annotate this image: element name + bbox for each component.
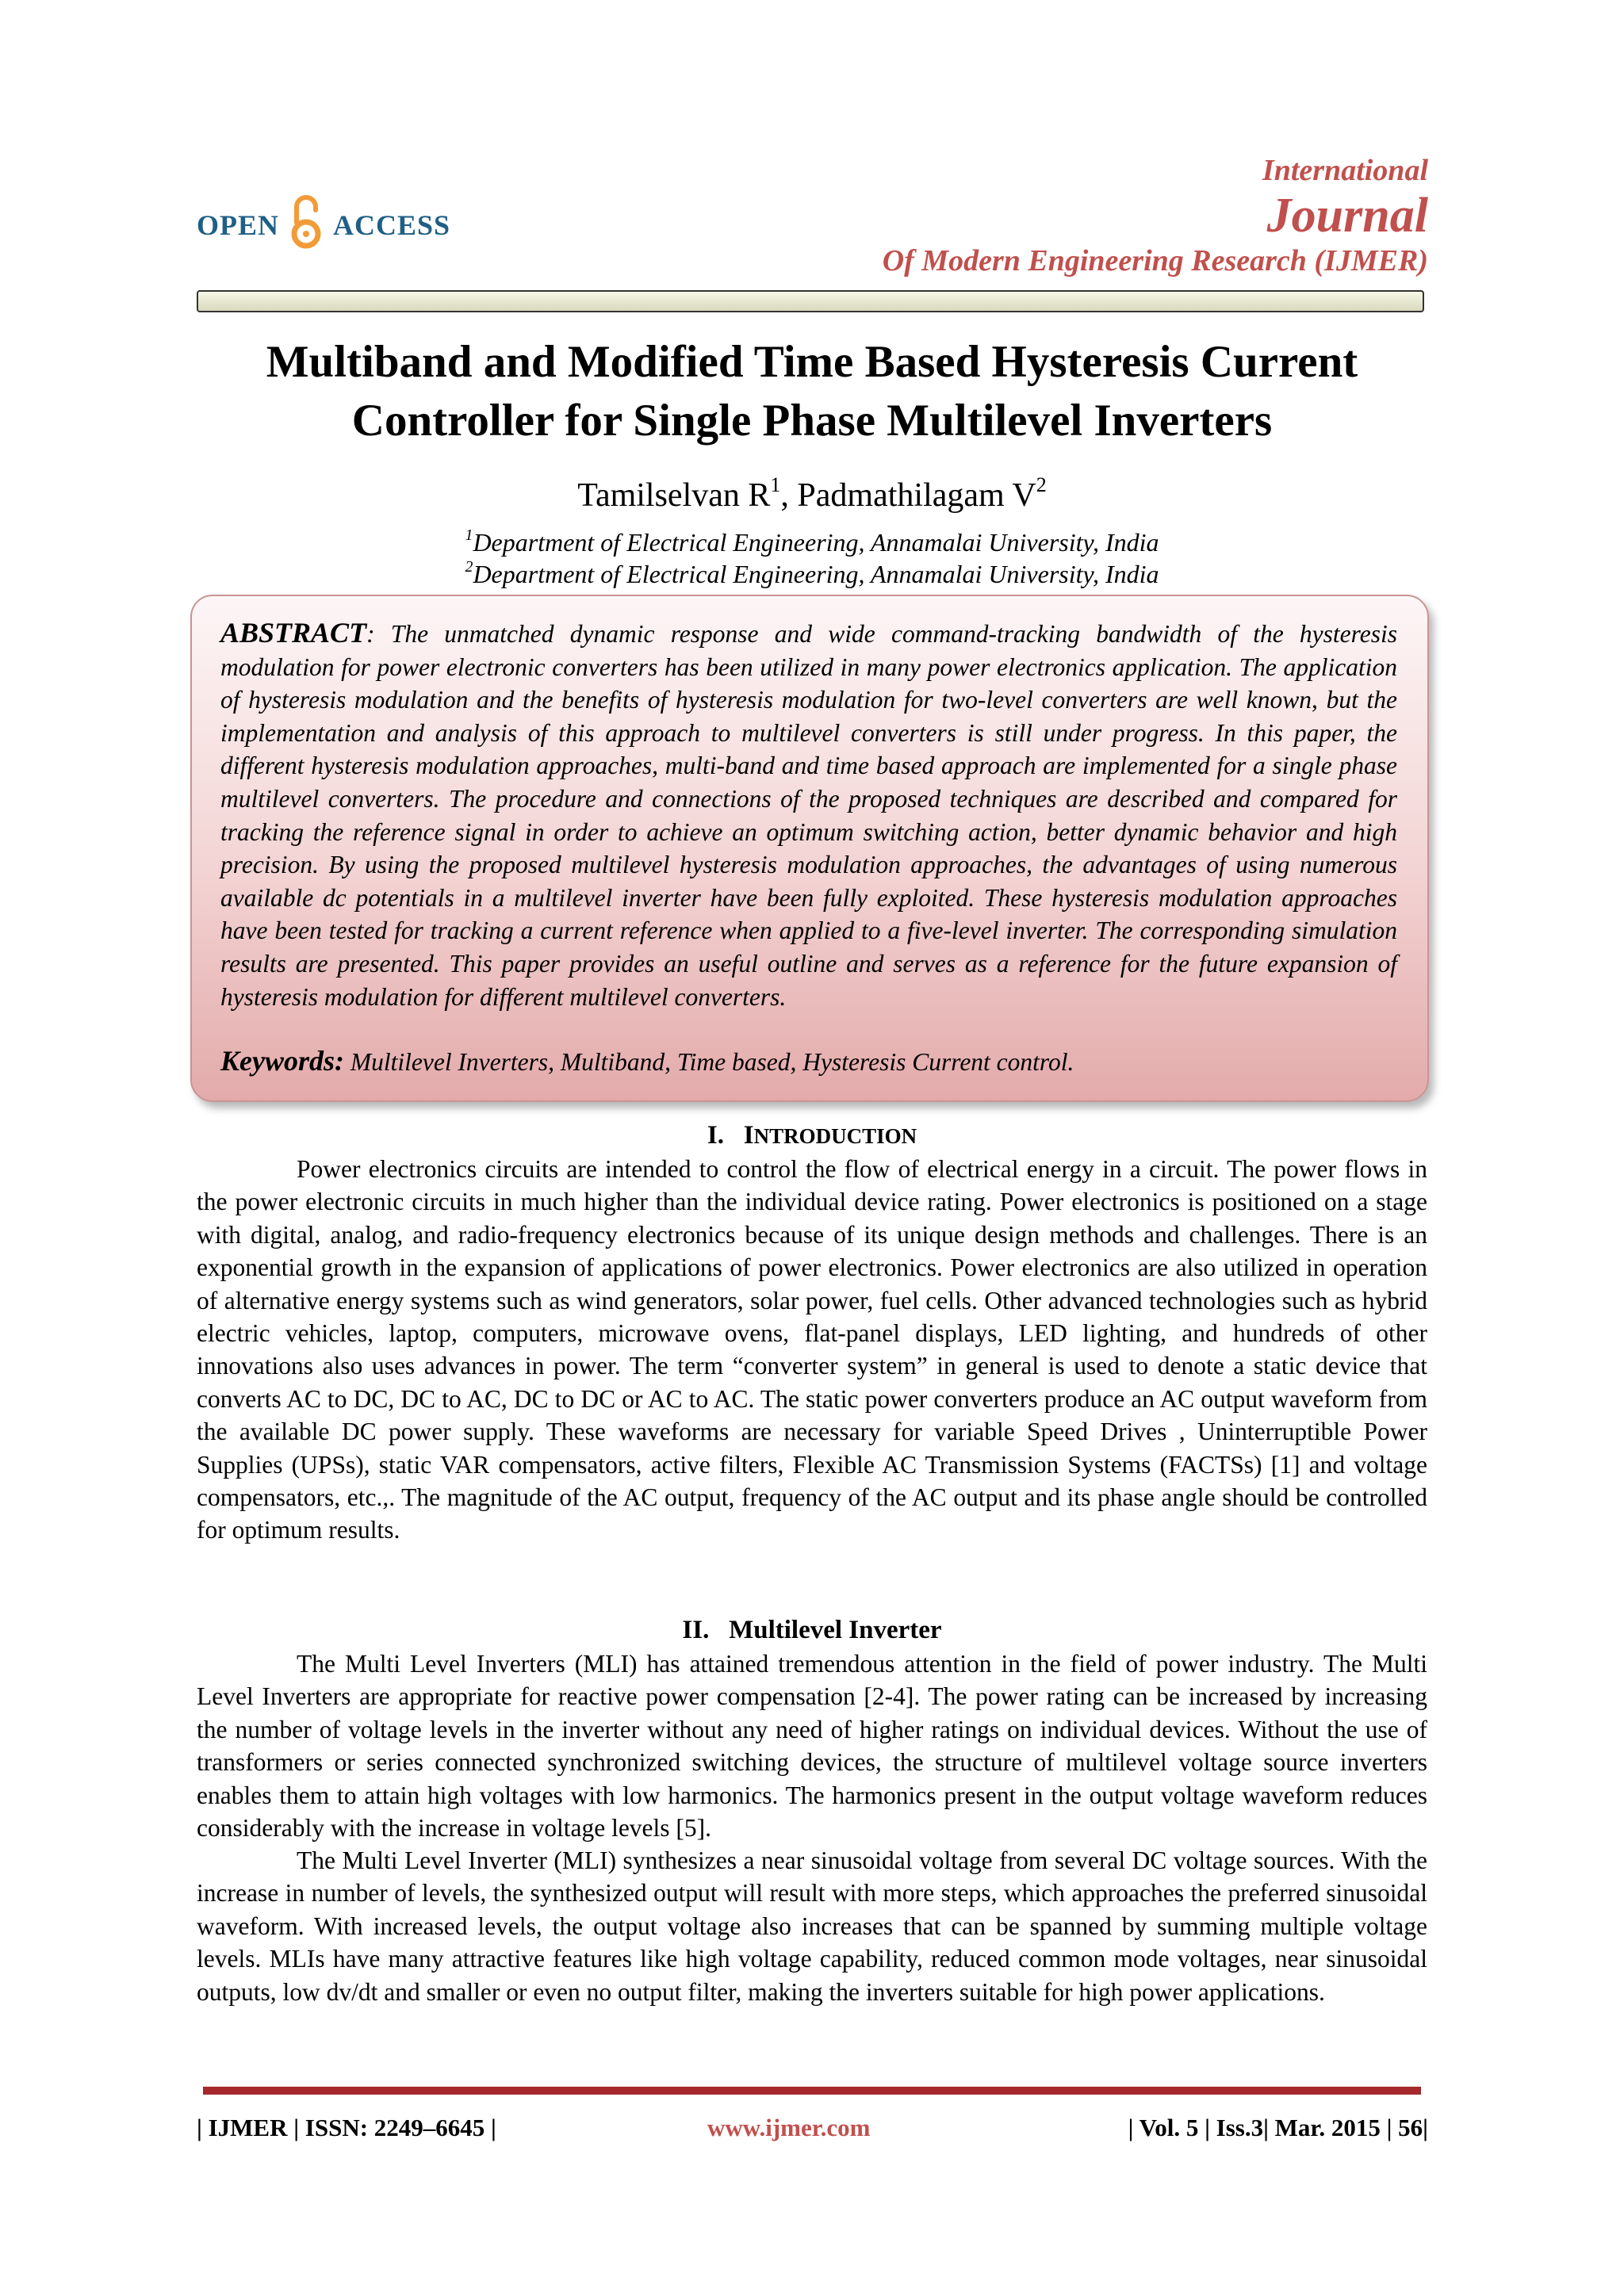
open-access-word-access: ACCESS xyxy=(333,209,451,241)
keywords-label: Keywords: xyxy=(220,1045,344,1077)
affiliation-superscript: 1 xyxy=(465,526,473,545)
open-access-lock-icon xyxy=(290,194,322,256)
open-access-word-open: OPEN xyxy=(197,209,280,241)
paper-title xyxy=(197,333,1427,450)
author-name: Padmathilagam V xyxy=(797,477,1036,514)
author-list xyxy=(197,474,1427,517)
paper-title-line-2: Controller for Single Phase Multilevel Inverters xyxy=(351,396,1273,446)
body-paragraph: The Multi Level Inverters (MLI) has attained tremendous attention in the field of power industry. The Multi Level Inverters are appropriate for reactive power compensation [2-4]. The power rating can be increased by increasing the number of voltage levels in the inverter without any need of higher ratings on individual devices. Without the use of transformers or series connected synchronized switching devices, the structure of multilevel voltage source inverters enables them to attain high voltages with low harmonics. The harmonics present in the output voltage waveform reduces considerably with the increase in voltage levels [5]. xyxy=(197,1650,1427,1843)
section-title-rest: NTRODUCTION xyxy=(753,1124,917,1148)
journal-masthead xyxy=(883,152,1428,279)
section-title: Multilevel Inverter xyxy=(729,1616,942,1644)
author-name: Tamilselvan R xyxy=(577,477,771,514)
affiliation xyxy=(197,526,1427,558)
keywords-text: Multilevel Inverters, Multiband, Time based, Hysteresis Current control. xyxy=(344,1048,1074,1076)
journal-international: International xyxy=(1262,154,1428,187)
section-heading-introduction xyxy=(197,1119,1427,1152)
header-divider-bar xyxy=(197,290,1424,312)
section-heading-multilevel-inverter xyxy=(197,1614,1427,1646)
footer-divider-bar xyxy=(203,2087,1421,2095)
journal-subtitle: Of Modern Engineering Research (IJMER) xyxy=(882,244,1428,277)
section-number: I. xyxy=(707,1121,724,1150)
journal-name: Journal xyxy=(1266,189,1428,243)
keywords-line xyxy=(220,1045,1397,1079)
abstract-paragraph xyxy=(220,617,1397,1013)
author-superscript: 1 xyxy=(770,473,781,497)
footer-issn: | IJMER | ISSN: 2249–6645 | xyxy=(197,2114,496,2141)
affiliation-text: Department of Electrical Engineering, Annamalai University, India xyxy=(473,528,1159,557)
abstract-label: ABSTRACT xyxy=(220,617,367,649)
paper-title-line-1: Multiband and Modified Time Based Hysteresis Current xyxy=(266,337,1358,387)
affiliation-text: Department of Electrical Engineering, Annamalai University, India xyxy=(473,560,1159,588)
affiliation-superscript: 2 xyxy=(465,558,473,576)
body-paragraph: The Multi Level Inverter (MLI) synthesizes a near sinusoidal voltage from several DC voltage sources. With the increase in number of levels, the synthesized output will result with more steps, which approaches the preferred sinusoidal waveform. With increased levels, the output voltage also increases that can be spanned by summing multiple voltage levels. MLIs have many attractive features like high voltage capability, reduced common mode voltages, near sinusoidal outputs, low dv/dt and smaller or even no output filter, making the inverters suitable for high power applications. xyxy=(197,1846,1427,2006)
author-separator: , xyxy=(780,477,798,514)
section-title-initial: I xyxy=(743,1121,754,1150)
body-paragraph: Power electronics circuits are intended to control the flow of electrical energy in a circuit. The power flows in the power electronic circuits in much higher than the individual device rating. Power electronics is positioned on a stage with digital, analog, and radio-frequency electronics because of its unique design methods and challenges. There is an exponential growth in the expansion of applications of power electronics. Power electronics are also utilized in operation of alternative energy systems such as wind generators, solar power, fuel cells. Other advanced technologies such as hybrid electric vehicles, laptop, computers, microwave ovens, flat-panel displays, LED lighting, and hundreds of other innovations also uses advances in power. The term “converter system” in general is used to denote a static device that converts AC to DC, DC to AC, DC to DC or AC to AC. The static power converters produce an AC output waveform from the available DC power supply. These waveforms are necessary for variable Speed Drives , Uninterruptible Power Supplies (UPSs), static VAR compensators, active filters, Flexible AC Transmission Systems (FACTSs) [1] and voltage compensators, etc.,. The magnitude of the AC output, frequency of the AC output and its phase angle should be controlled for optimum results. xyxy=(197,1155,1427,1544)
open-access-logo xyxy=(197,193,450,257)
footer-website-link[interactable]: www.ijmer.com xyxy=(707,2114,871,2141)
author-superscript: 2 xyxy=(1036,473,1047,497)
abstract-body: : The unmatched dynamic response and wide command-tracking bandwidth of the hysteresis modulation for power electronic converters has been utilized in many power electronics application. The application of hysteresis modulation and the benefits of hysteresis modulation for two-level converters are well known, but the implementation and analysis of this approach to multilevel converters is still under progress. In this paper, the different hysteresis modulation approaches, multi-band and time based approach are implemented for a single phase multilevel converters. The procedure and connections of the proposed techniques are described and compared for tracking the reference signal in order to achieve an optimum switching action, better dynamic behavior and high precision. By using the proposed multilevel hysteresis modulation approaches, the advantages of using numerous available dc potentials in a multilevel inverter have been fully exploited. These hysteresis modulation approaches have been tested for tracking a current reference when applied to a five-level inverter. The corresponding simulation results are presented. This paper provides an useful outline and serves as a reference for the future expansion of hysteresis modulation for different multilevel converters. xyxy=(220,620,1397,1011)
footer-volume-page: | Vol. 5 | Iss.3| Mar. 2015 | 56| xyxy=(1128,2114,1428,2141)
section-number: II. xyxy=(682,1616,710,1644)
affiliation xyxy=(197,558,1427,590)
